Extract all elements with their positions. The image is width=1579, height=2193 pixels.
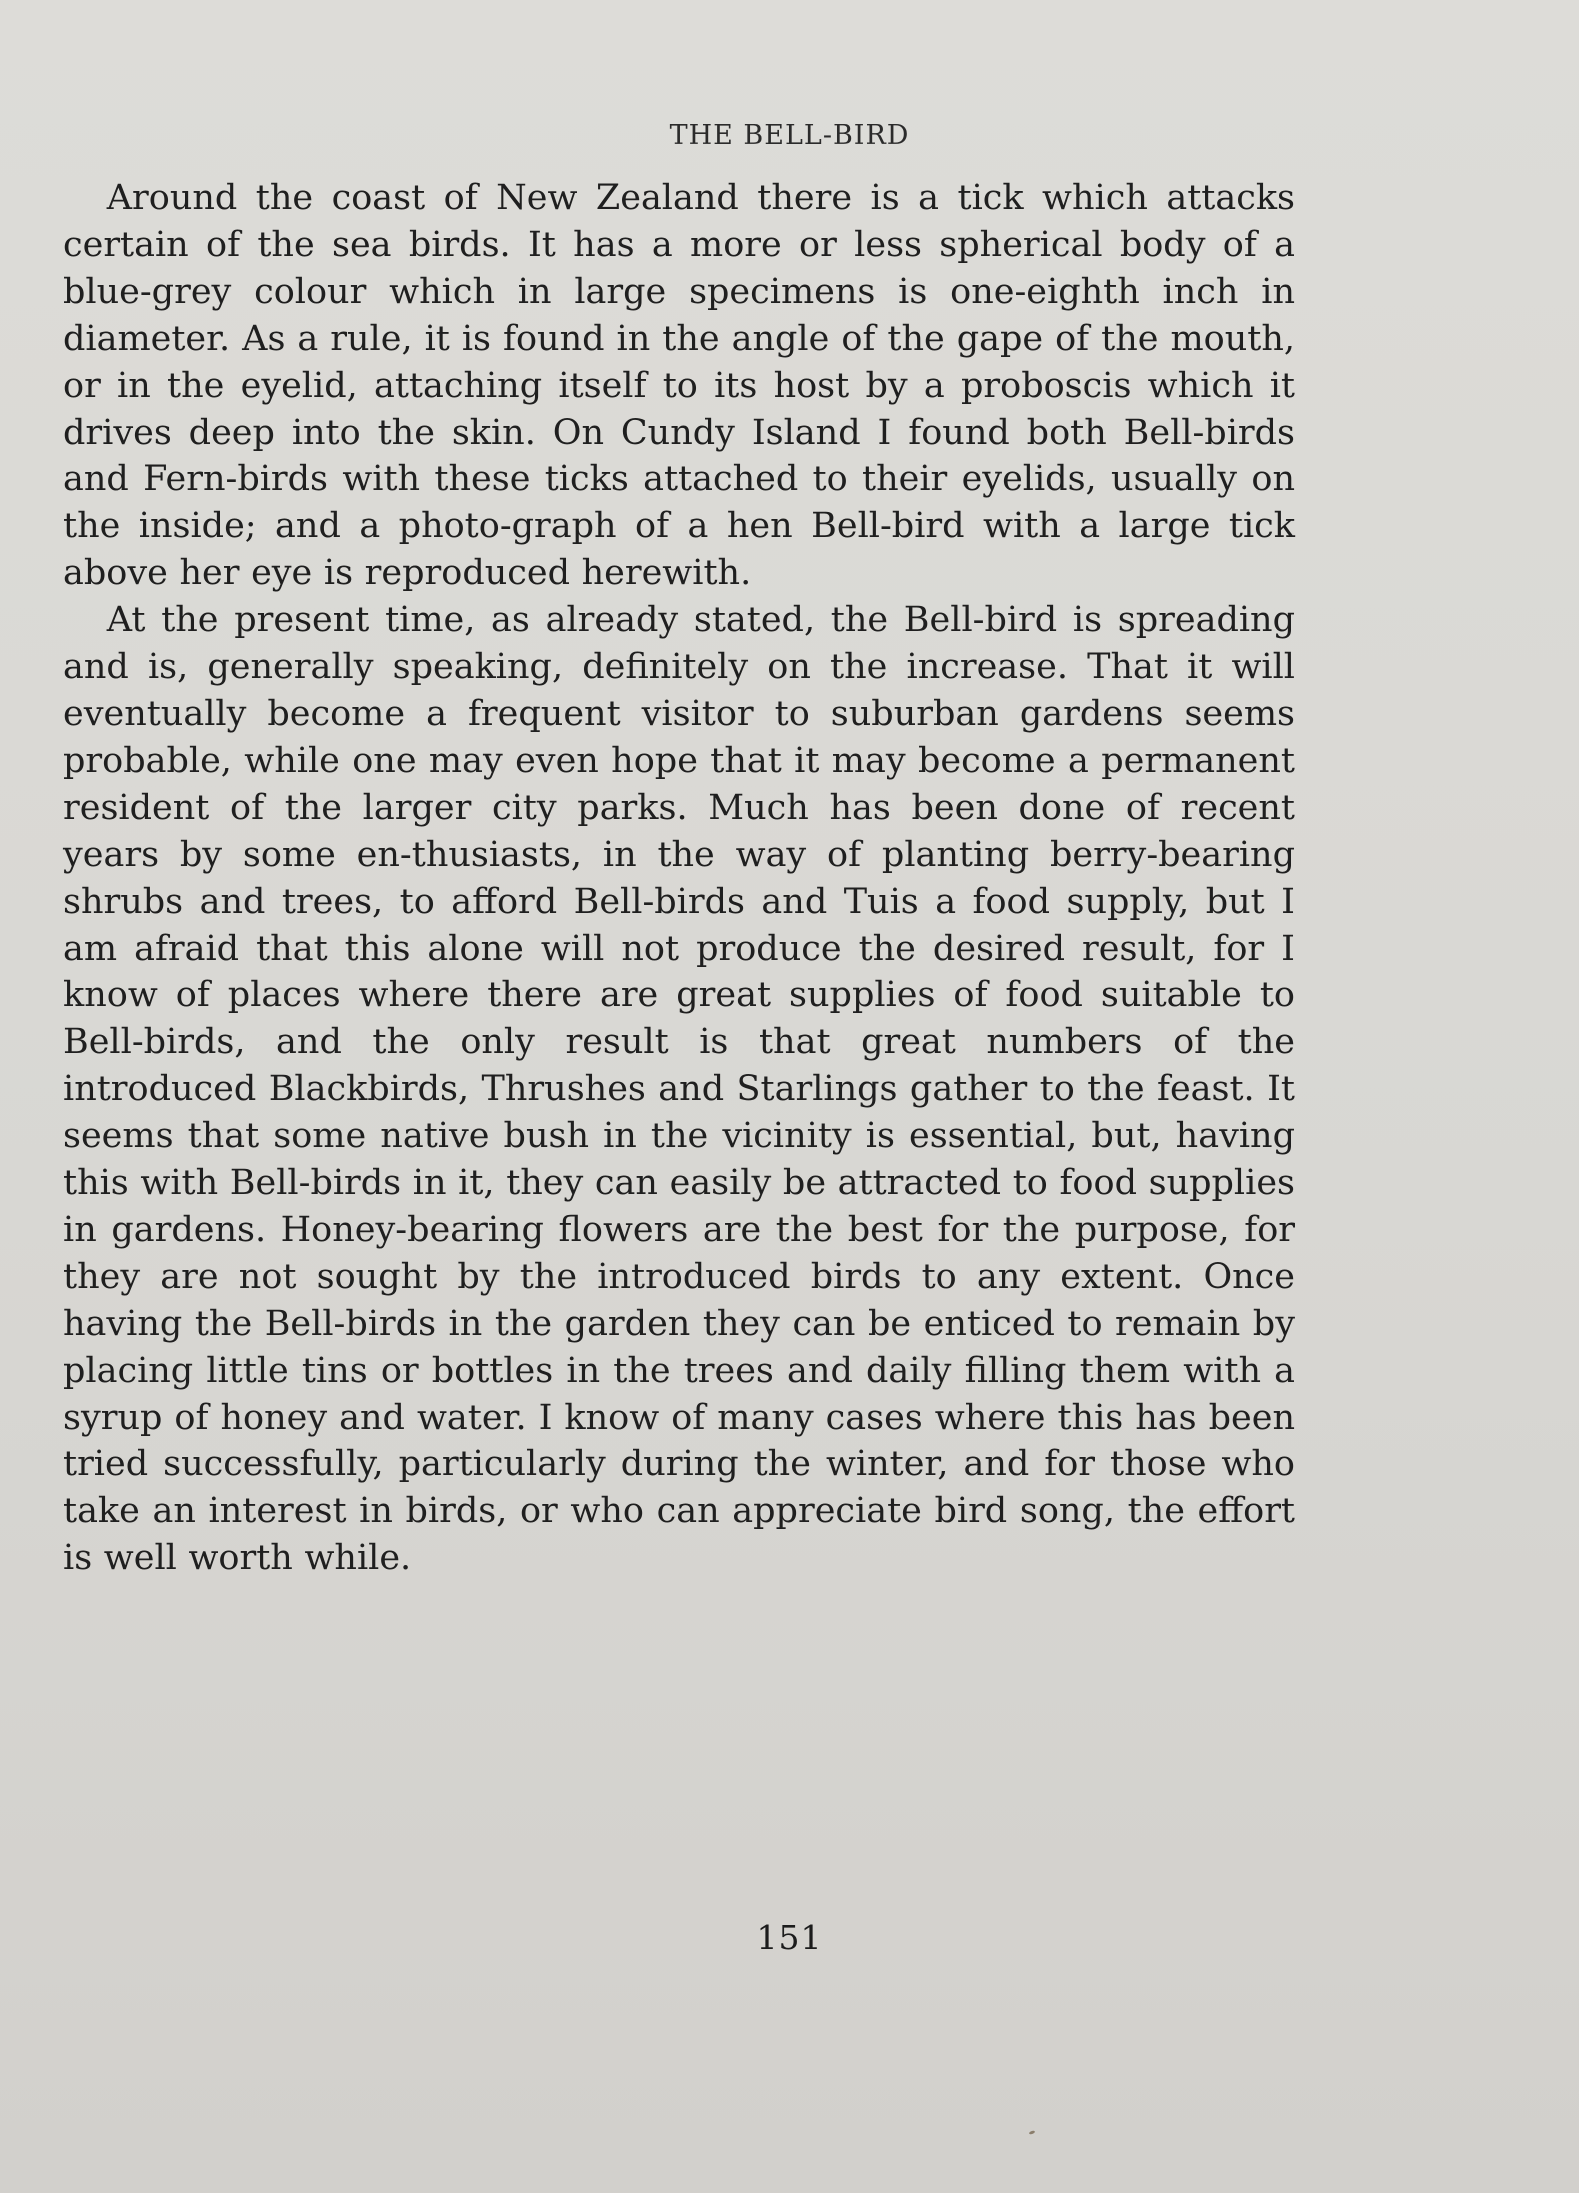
- paragraph-tick: Around the coast of New Zealand there is a tick which attacks certain of the sea birds. It has a more or less spherical body of a blue-grey colour which in large specimens is one-eighth inch in diameter. As a rule, it is found in the angle of the gape of the mouth, or in the eyelid, attaching itself to its host by a proboscis which it drives deep into the skin. On Cundy Island I found both Bell-birds and Fern-birds with these ticks attached to their eyelids, usually on the inside; and a photo-graph of a hen Bell-bird with a large tick above her eye is reproduced herewith.: [63, 178, 1295, 594]
- page-number: 151: [756, 1918, 823, 1957]
- paragraph-bell-bird-spread: At the present time, as already stated, the Bell-bird is spreading and is, generally speaking, definitely on the increase. That it will eventually become a frequent visitor to suburban gardens seems probable, while one may even hope that it may become a permanent resident of the larger city parks. Much has been done of recent years by some en-thusiasts, in the way of planting berry-bearing shrubs and trees, to afford Bell-birds and Tuis a food supply, but I am afraid that this alone will not produce the desired result, for I know of places where there are great supplies of food suitable to Bell-birds, and the only result is that great numbers of the introduced Blackbirds, Thrushes and Starlings gather to the feast. It seems that some native bush in the vicinity is essential, but, having this with Bell-birds in it, they can easily be attracted to food supplies in gardens. Honey-bearing flowers are the best for the purpose, for they are not sought by the introduced birds to any extent. Once having the Bell-birds in the garden they can be enticed to remain by placing little tins or bottles in the trees and daily filling them with a syrup of honey and water. I know of many cases where this has been tried successfully, particularly during the winter, and for those who take an interest in birds, or who can appreciate bird song, the effort is well worth while.: [63, 600, 1295, 1579]
- paper-speck: [1029, 2130, 1036, 2135]
- running-head: THE BELL-BIRD: [669, 120, 910, 151]
- body-text: [63, 175, 1295, 1582]
